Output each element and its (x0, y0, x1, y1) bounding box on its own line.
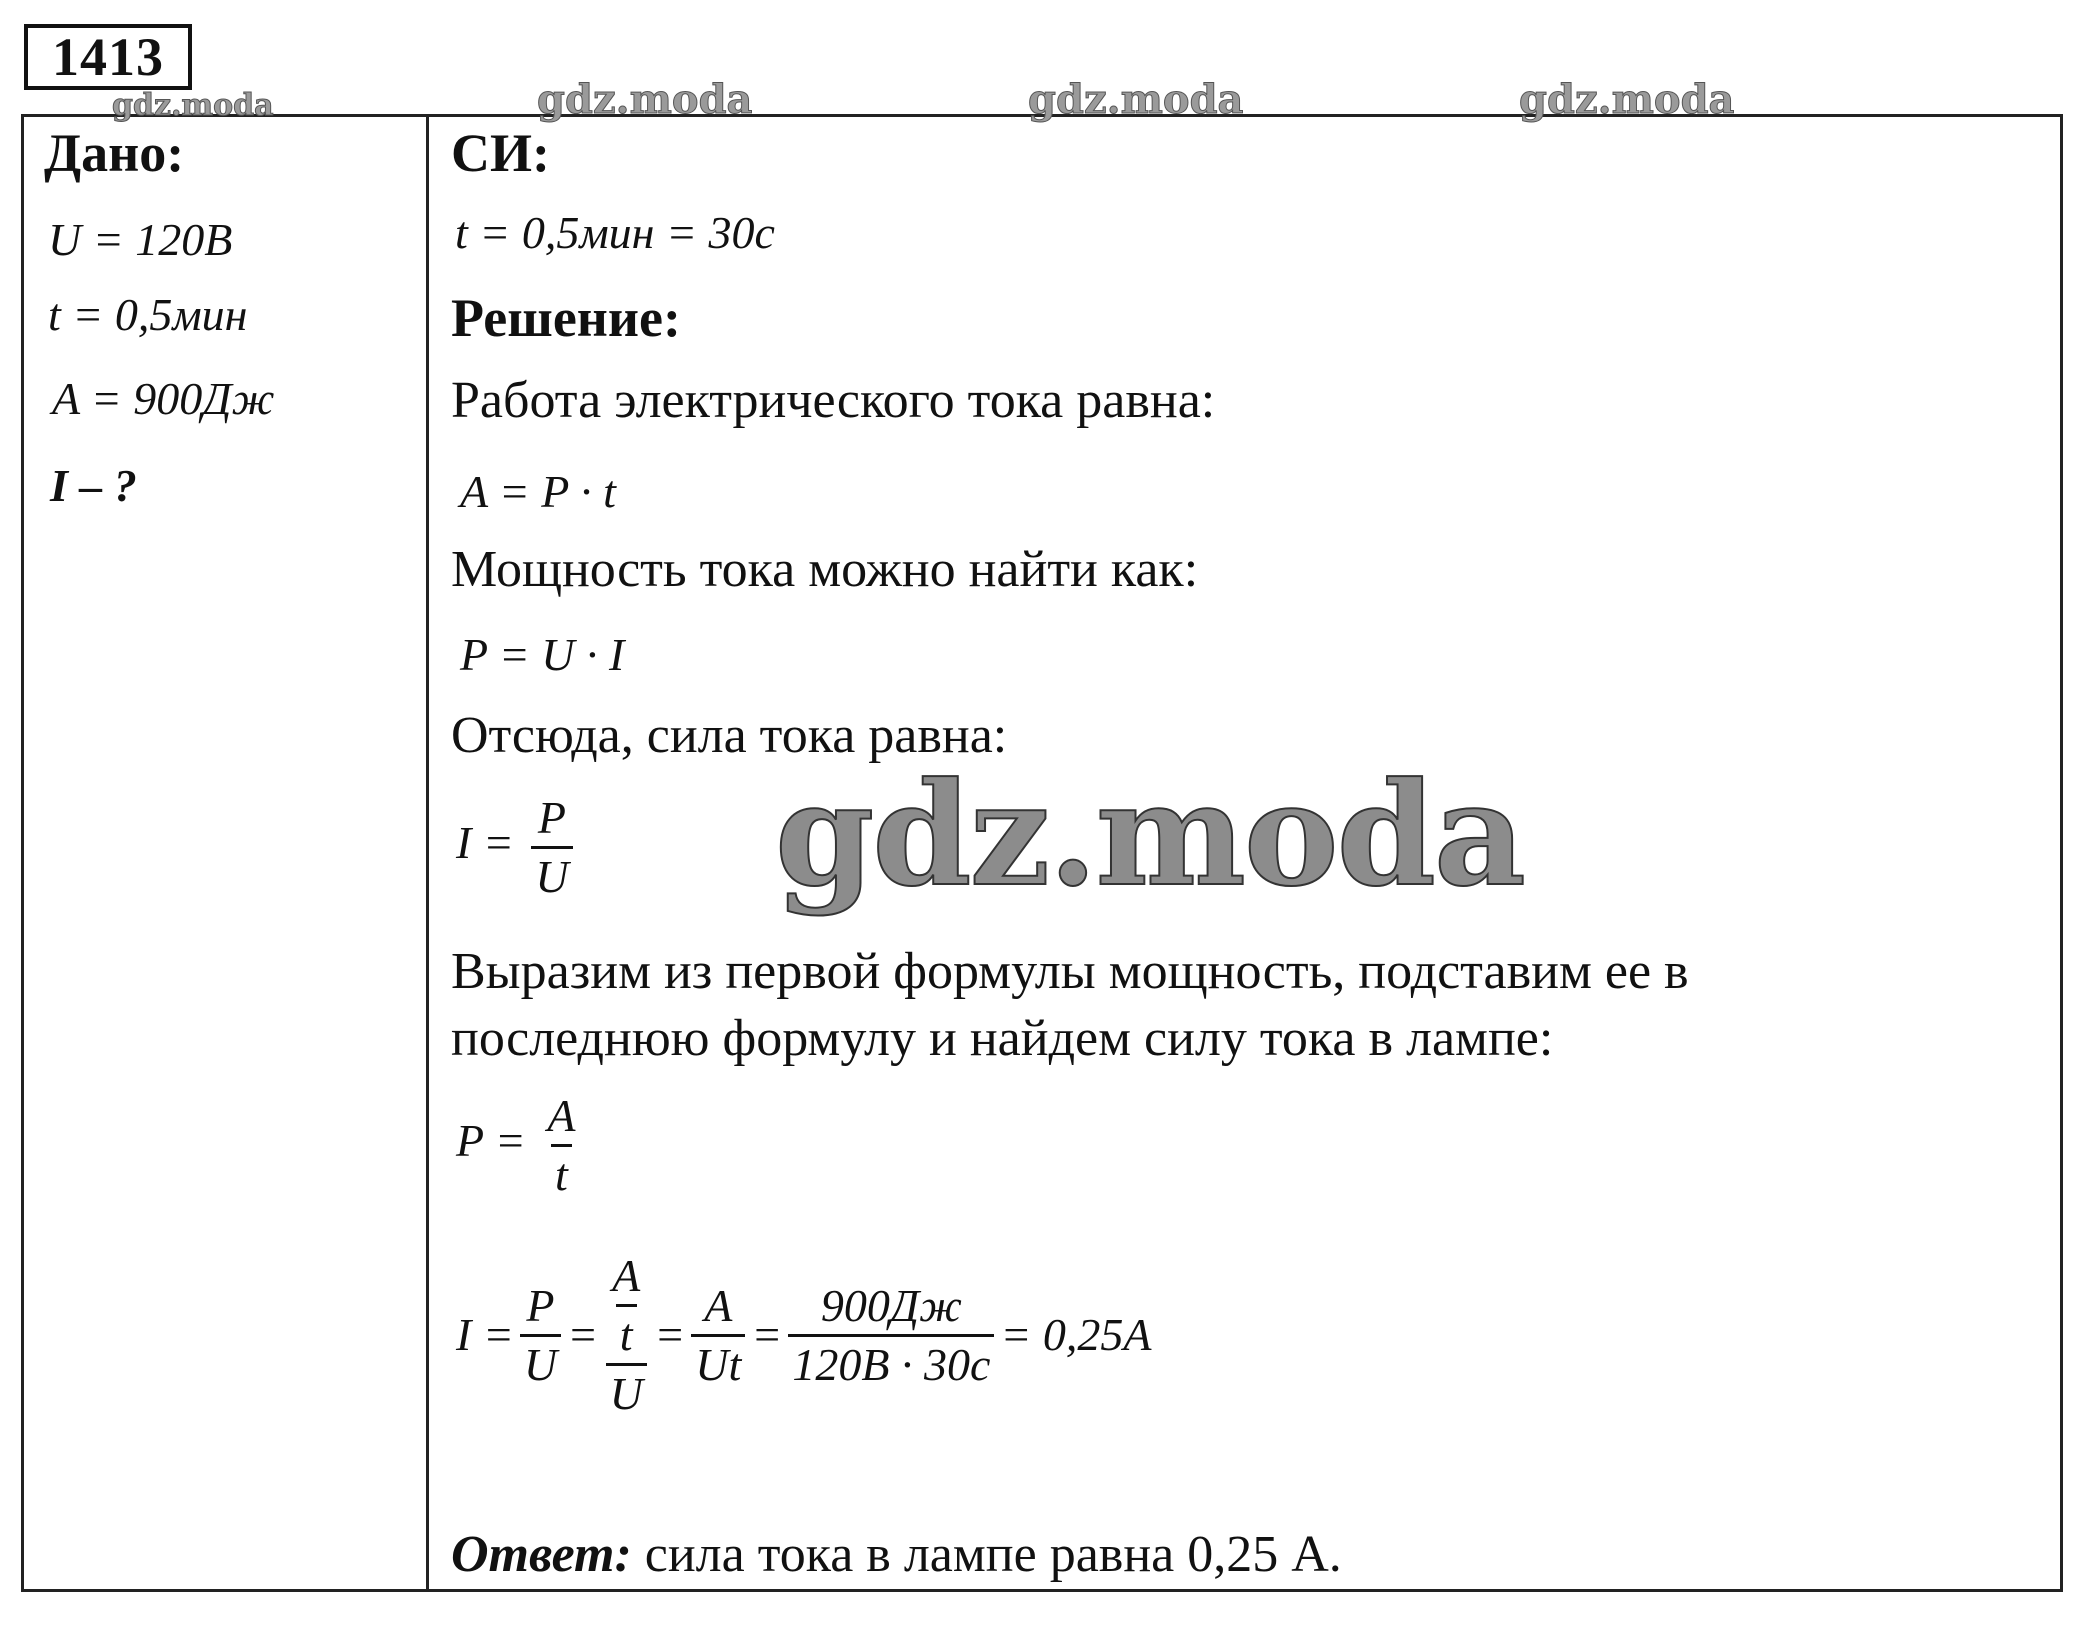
answer-line (451, 1525, 1342, 1585)
given-unknown: I – ? (50, 460, 137, 511)
watermark: gdz.moda (1028, 76, 1244, 123)
column-divider (426, 114, 429, 1589)
equals-sign: = (654, 1309, 686, 1360)
numerator: A (612, 1250, 641, 1301)
equals-sign: = (567, 1309, 599, 1360)
formula-final-calculation (456, 1235, 1152, 1435)
si-heading: СИ: (451, 123, 550, 183)
solution-text-3: Отсюда, сила тока равна: (451, 707, 1008, 764)
formula-lhs: I = (456, 1309, 514, 1360)
denominator: U (606, 1363, 647, 1420)
solution-text-4b: последнюю формулу и найдем силу тока в лампе: (451, 1010, 1554, 1067)
given-work: A = 900Дж (52, 373, 275, 424)
answer-text: сила тока в лампе равна 0,25 А. (631, 1526, 1342, 1583)
denominator: U (520, 1334, 561, 1391)
solution-text-4a: Выразим из первой формулы мощность, подставим ее в (451, 943, 1689, 1000)
inner-fraction (608, 1250, 644, 1361)
formula-power-from-work (456, 1090, 585, 1201)
watermark: gdz.moda (537, 76, 753, 123)
denominator: t (551, 1144, 572, 1201)
denominator: 120В · 30с (788, 1334, 994, 1391)
given-heading: Дано: (44, 123, 185, 183)
numerator: P (526, 1279, 555, 1331)
watermark: gdz.moda (1519, 76, 1735, 123)
formula-current (456, 792, 579, 903)
given-voltage: U = 120В (48, 214, 233, 265)
numerator: P (537, 792, 567, 843)
denominator: Ut (691, 1334, 745, 1391)
denominator: t (616, 1304, 637, 1361)
given-time: t = 0,5мин (48, 289, 248, 340)
numerator (604, 1250, 648, 1363)
formula-lhs: I = (456, 817, 514, 869)
task-number: 1413 (24, 24, 192, 90)
fraction (788, 1280, 994, 1391)
numerator: A (704, 1279, 733, 1331)
formula-work: A = P · t (460, 466, 616, 517)
fraction (531, 792, 572, 903)
numerator: A (547, 1090, 576, 1141)
watermark-large: gdz.moda (775, 752, 1524, 918)
numerator: 900Дж (820, 1279, 962, 1331)
solution-text-2: Мощность тока можно найти как: (451, 541, 1199, 598)
denominator: U (531, 846, 572, 903)
watermark: gdz.moda (112, 88, 274, 123)
fraction (543, 1090, 579, 1201)
solution-heading: Решение: (451, 288, 681, 348)
fraction (691, 1280, 745, 1391)
si-conversion: t = 0,5мин = 30с (455, 207, 775, 258)
answer-label: Ответ: (451, 1526, 632, 1583)
nested-fraction (604, 1250, 648, 1420)
formula-result: = 0,25A (1000, 1309, 1152, 1360)
solution-text-1: Работа электрического тока равна: (451, 372, 1216, 429)
formula-power: P = U · I (460, 629, 625, 680)
formula-lhs: P = (456, 1115, 526, 1167)
equals-sign: = (751, 1309, 783, 1360)
fraction (520, 1280, 561, 1391)
